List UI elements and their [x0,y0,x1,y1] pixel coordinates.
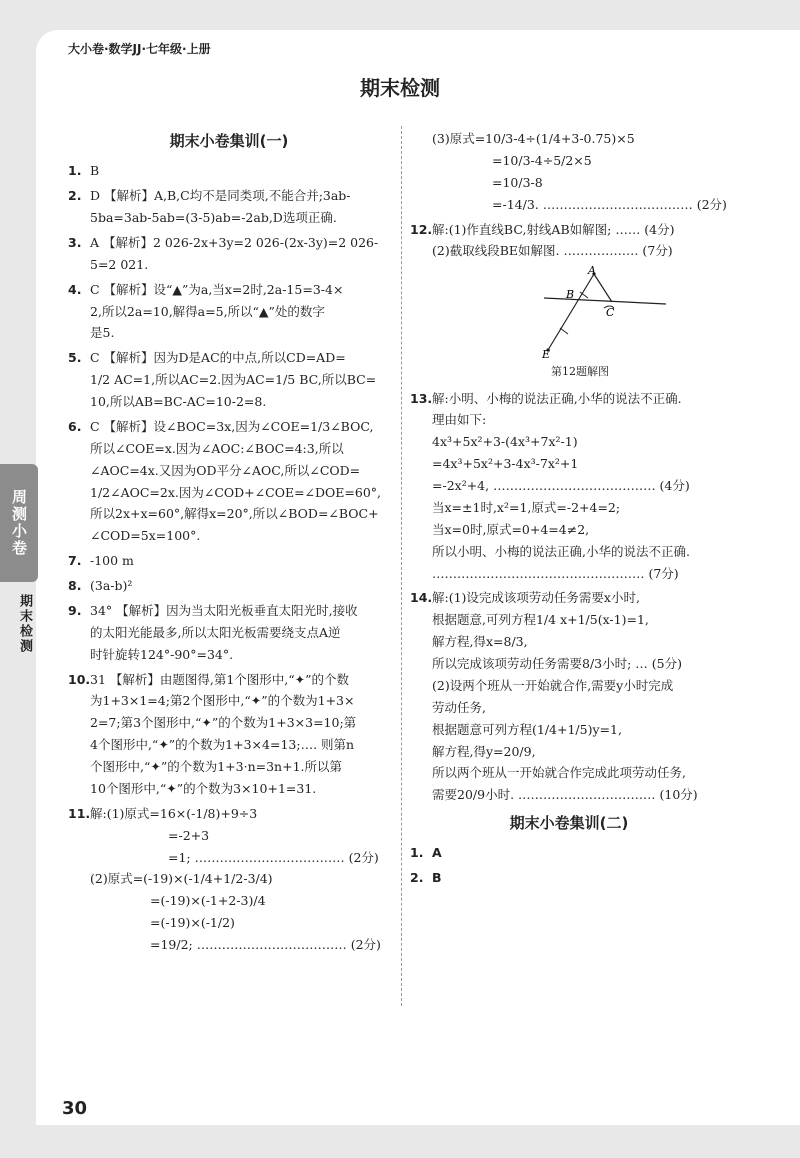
answer-line: 2,所以2a=10,解得a=5,所以“▲”处的数字 [90,303,325,319]
answer-line: 10个图形中,“✦”的个数为3×10+1=31. [90,780,317,796]
solution-line: 解方程,得y=20/9, [432,743,536,759]
item-number: 7. [68,553,82,569]
solution-line: 4x³+5x²+3-(4x³+7x²-1) [432,434,578,450]
question-13: 13. 解:小明、小梅的说法正确,小华的说法不正确. 理由如下: 4x³+5x²+3-(4x³+7x²-1) =4x³+5x²+3-4x³-7x²+1 =-2x²+4, ………………………………… (4分) 当x=±1时,x²=1,原式=-2+4=2; 当x=0时,原式=0+4=4≠2, 所以小明、小梅的说法正确,小华的说法不正确. …………………………………………… (7分) [410,388,728,585]
answer-line: 为1+3×1=4;第2个图形中,“✦”的个数为1+3× [90,693,355,709]
answer-line: C 【解析】设“▲”为a,当x=2时,2a-15=3-4× [90,281,344,297]
answer-line: 4个图形中,“✦”的个数为1+3×4=13;…. 则第n [90,737,355,753]
running-header: 大小卷·数学JJ·七年级·上册 [68,42,211,56]
answer-line: 所以∠COE=x.因为∠AOC:∠BOC=4:3,所以 [90,440,344,456]
label-e: E [542,348,551,359]
solution-line: 根据题意,可列方程1/4 x+1/5(x-1)=1, [432,612,649,628]
answer-line: 10,所以AB=BC-AC=10-2=8. [90,394,267,409]
solution-line: 解方程,得x=8/3, [432,634,528,650]
solution-line: 当x=±1时,x²=1,原式=-2+4=2; [432,499,621,515]
answer-choice: B [432,870,442,886]
answer-item [68,232,390,276]
solution-line: =-2x²+4, ………………………………… (4分) [432,478,690,493]
answer-line: 是5. [90,325,115,341]
left-column [68,128,390,959]
answer-line: ∠COD=5x=100°. [90,528,201,544]
solution-line: 理由如下: [432,412,487,428]
answer-line: 1/2 AC=1,所以AC=2.因为AC=1/5 BC,所以BC= [90,372,377,388]
answer-item [68,600,390,666]
solution-line: (2)设两个班从一开始就合作,需要y小时完成 [432,677,674,693]
answer-line: D 【解析】A,B,C均不是同类项,不能合并;3ab- [90,188,351,204]
answer-line: ∠AOC=4x.又因为OD平分∠AOC,所以∠COD= [90,462,361,478]
answer-item [68,160,390,182]
solution-line: 根据题意可列方程(1/4+1/5)y=1, [432,721,622,737]
solution-line: 所以两个班从一开始就合作完成此项劳动任务, [432,765,686,781]
geometry-figure [542,266,672,358]
right-column [410,128,728,892]
answer-line: 的太阳光能最多,所以太阳光板需要绕支点A逆 [90,624,341,640]
section-title-2: 期末小卷集训(二) [509,814,629,833]
item-number: 10. [68,671,91,687]
answer-line: C 【解析】因为D是AC的中点,所以CD=AD= [90,350,346,366]
item-number: 1. [68,163,82,179]
label-b: B [566,288,575,302]
answer-item [68,416,390,547]
solution-line: 解:(1)设完成该项劳动任务需要x小时, [432,590,640,606]
item-number: 3. [68,234,82,250]
answer-line: 34° 【解析】因为当太阳光板垂直太阳光时,接收 [90,602,358,618]
answer-line: -100 m [90,553,134,569]
answer-item [68,347,390,413]
answer-line: 2=7;第3个图形中,“✦”的个数为1+3×3=10;第 [90,715,357,731]
answer-item [68,669,390,800]
answer-item [68,279,390,345]
answer-line: 时针旋转124°-90°=34°. [90,646,234,662]
item-number: 8. [68,578,82,593]
question-11: 11. 解:(1)原式=16×(-1/8)+9÷3 =-2+3 =1; ……………………………… (2分) (2)原式=(-19)×(-1/4+1/2-3/4) =(-19)×(-1+2-3)/4 =(-19)×(-1/2) =19/2; ……………………………… (2分) [68,805,381,952]
answer-line: A 【解析】2 026-2x+3y=2 026-(2x-3y)=2 026- [90,234,379,250]
question-14: 14. 解:(1)设完成该项劳动任务需要x小时, 根据题意,可列方程1/4 x+1/5(x-1)=1, 解方程,得x=8/3, 所以完成该项劳动任务需要8/3小时; … (5分) (2)设两个班从一开始就合作,需要y小时完成 劳动任务, 根据题意可列方程(1/4+1/5)y=1, 解方程,得y=20/9, 所以两个班从一开始就合作完成此项劳动任务, 需要20/9小时. …………………………… (10分) [410,587,728,806]
item-number: 4. [68,281,82,297]
answer-line: B [90,163,100,179]
solution-line: 所以小明、小梅的说法正确,小华的说法不正确. [432,543,690,559]
answer-item [68,185,390,229]
side-label: 期末检测 [17,594,32,654]
item-number: 6. [68,418,82,434]
answer-line: C 【解析】设∠BOC=3x,因为∠COE=1/3∠BOC, [90,418,374,434]
question-11-part-3: (3)原式=10/3-4÷(1/4+3-0.75)×5 =10/3-4÷5/2×5 =10/3-8 =-14/3. ……………………………… (2分) [432,131,727,212]
item-number: 2. [410,870,424,886]
solution-line: 所以完成该项劳动任务需要8/3小时; … (5分) [432,656,682,671]
answer-item [410,842,728,864]
item-number: 5. [68,350,82,366]
label-a: A [588,266,596,278]
solution-line: 解:小明、小梅的说法正确,小华的说法不正确. [432,390,682,406]
solution-line: =4x³+5x²+3-4x³-7x²+1 [432,456,579,472]
column-divider [401,126,402,1006]
answer-choice: A [432,845,442,861]
solution-line: 需要20/9小时. …………………………… (10分) [432,787,698,803]
answer-item [68,575,390,597]
answer-line: 所以2x+x=60°,解得x=20°,所以∠BOD=∠BOC+ [90,506,379,522]
answer-line: 个图形中,“✦”的个数为1+3·n=3n+1.所以第 [90,759,343,774]
page-title: 期末检测 [360,76,440,100]
item-number: 2. [68,188,82,204]
item-number: 1. [410,845,424,861]
solution-line: 当x=0时,原式=0+4=4≠2, [432,521,590,537]
page-number: 30 [62,1098,88,1119]
answer-item [410,867,728,889]
item-number: 9. [68,602,82,618]
solution-line: …………………………………………… (7分) [432,565,679,581]
answer-line: 31 【解析】由题图得,第1个图形中,“✦”的个数 [90,671,350,687]
answer-line: 1/2∠AOC=2x.因为∠COD+∠COE=∠DOE=60°, [90,484,382,500]
label-c: C [606,306,615,320]
answer-line: (3a-b)² [90,578,133,593]
side-tab[interactable]: 周测小卷 [0,464,38,582]
answer-line: 5=2 021. [90,256,149,272]
solution-line: 劳动任务, [432,699,486,715]
question-12: 12. 解:(1)作直线BC,射线AB如解图; …… (4分) (2)截取线段BE如解图. ……………… (7分) A B C E 第12题解图 [410,219,728,382]
figure-caption: 第12题解图 [551,365,609,379]
section-title-1: 期末小卷集训(一) [169,132,289,150]
answer-line: 5ba=3ab-5ab=(3-5)ab=-2ab,D选项正确. [90,210,337,225]
answer-item [68,550,390,572]
